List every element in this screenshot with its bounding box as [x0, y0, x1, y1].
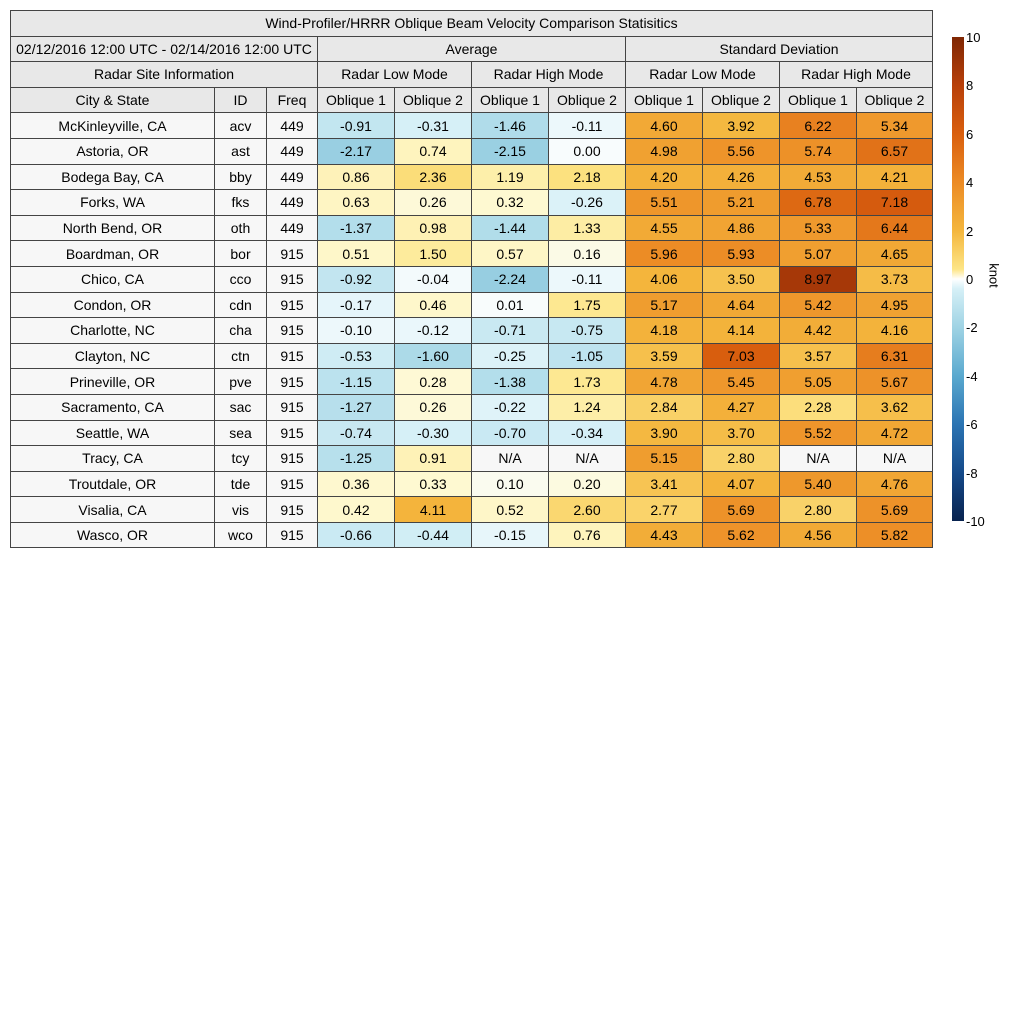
- value-cell: 3.62: [857, 394, 933, 420]
- value-cell: 5.62: [703, 522, 780, 548]
- value-cell: -0.53: [318, 343, 395, 369]
- value-cell: 5.96: [626, 241, 703, 267]
- value-cell: 3.59: [626, 343, 703, 369]
- freq-cell: 915: [267, 497, 318, 523]
- freq-cell: 915: [267, 446, 318, 472]
- value-cell: 5.56: [703, 138, 780, 164]
- value-cell: 0.52: [472, 497, 549, 523]
- value-cell: 5.42: [780, 292, 857, 318]
- column-header: Oblique 1: [626, 87, 703, 113]
- value-cell: -2.17: [318, 138, 395, 164]
- value-cell: 6.22: [780, 113, 857, 139]
- site-id-cell: cdn: [215, 292, 267, 318]
- site-id-cell: bby: [215, 164, 267, 190]
- value-cell: 2.80: [780, 497, 857, 523]
- value-cell: 4.14: [703, 318, 780, 344]
- city-cell: Tracy, CA: [11, 446, 215, 472]
- site-info-header: Radar Site Information: [11, 62, 318, 88]
- value-cell: -1.27: [318, 394, 395, 420]
- column-header: Freq: [267, 87, 318, 113]
- value-cell: 5.69: [703, 497, 780, 523]
- average-header: Average: [318, 36, 626, 62]
- colorbar-tick-label: 0: [966, 272, 974, 287]
- table-row: [11, 497, 933, 523]
- value-cell: 4.26: [703, 164, 780, 190]
- colorbar-tick-label: -4: [966, 368, 978, 384]
- colorbar-tick-label: -6: [966, 417, 978, 433]
- value-cell: 5.05: [780, 369, 857, 395]
- value-cell: -1.05: [549, 343, 626, 369]
- value-cell: 4.53: [780, 164, 857, 190]
- city-cell: McKinleyville, CA: [11, 113, 215, 139]
- site-id-cell: sac: [215, 394, 267, 420]
- table-row: [11, 343, 933, 369]
- value-cell: 5.40: [780, 471, 857, 497]
- stats-table-container: [10, 10, 933, 548]
- value-cell: 5.82: [857, 522, 933, 548]
- table-row: [11, 113, 933, 139]
- table-row: [11, 471, 933, 497]
- city-cell: North Bend, OR: [11, 215, 215, 241]
- value-cell: N/A: [857, 446, 933, 472]
- city-cell: Astoria, OR: [11, 138, 215, 164]
- city-cell: Forks, WA: [11, 190, 215, 216]
- table-row: [11, 394, 933, 420]
- table-body: [11, 113, 933, 548]
- city-cell: Chico, CA: [11, 266, 215, 292]
- city-cell: Boardman, OR: [11, 241, 215, 267]
- value-cell: 5.17: [626, 292, 703, 318]
- value-cell: 6.57: [857, 138, 933, 164]
- colorbar-tick-label: 10: [966, 30, 981, 45]
- value-cell: 4.11: [395, 497, 472, 523]
- value-cell: N/A: [549, 446, 626, 472]
- table-row: [11, 522, 933, 548]
- value-cell: 0.76: [549, 522, 626, 548]
- avg-high-mode-header: Radar High Mode: [472, 62, 626, 88]
- value-cell: -0.71: [472, 318, 549, 344]
- value-cell: -0.04: [395, 266, 472, 292]
- value-cell: -0.74: [318, 420, 395, 446]
- column-header-row: [11, 87, 933, 113]
- table-row: [11, 215, 933, 241]
- value-cell: 4.86: [703, 215, 780, 241]
- std-low-mode-header: Radar Low Mode: [626, 62, 780, 88]
- value-cell: -0.11: [549, 266, 626, 292]
- value-cell: 0.86: [318, 164, 395, 190]
- site-id-cell: pve: [215, 369, 267, 395]
- value-cell: 4.64: [703, 292, 780, 318]
- table-row: [11, 266, 933, 292]
- value-cell: 5.51: [626, 190, 703, 216]
- value-cell: N/A: [780, 446, 857, 472]
- colorbar-tick-label: 2: [966, 223, 974, 239]
- value-cell: 0.74: [395, 138, 472, 164]
- colorbar-tick-label: -10: [966, 514, 985, 529]
- value-cell: 4.27: [703, 394, 780, 420]
- value-cell: -2.24: [472, 266, 549, 292]
- value-cell: 5.69: [857, 497, 933, 523]
- freq-cell: 915: [267, 318, 318, 344]
- site-id-cell: cha: [215, 318, 267, 344]
- table-title: Wind-Profiler/HRRR Oblique Beam Velocity Comparison Statisitics: [11, 11, 933, 37]
- column-header: Oblique 2: [395, 87, 472, 113]
- value-cell: 3.41: [626, 471, 703, 497]
- value-cell: 4.07: [703, 471, 780, 497]
- value-cell: -0.31: [395, 113, 472, 139]
- table-row: [11, 190, 933, 216]
- value-cell: 4.98: [626, 138, 703, 164]
- freq-cell: 915: [267, 343, 318, 369]
- value-cell: 8.97: [780, 266, 857, 292]
- value-cell: 3.57: [780, 343, 857, 369]
- colorbar: [952, 37, 964, 521]
- city-cell: Sacramento, CA: [11, 394, 215, 420]
- colorbar-unit-label: knot: [986, 263, 1002, 288]
- value-cell: 2.77: [626, 497, 703, 523]
- value-cell: 3.90: [626, 420, 703, 446]
- value-cell: 2.80: [703, 446, 780, 472]
- value-cell: -1.44: [472, 215, 549, 241]
- value-cell: -1.38: [472, 369, 549, 395]
- value-cell: 1.75: [549, 292, 626, 318]
- value-cell: -2.15: [472, 138, 549, 164]
- value-cell: -0.44: [395, 522, 472, 548]
- value-cell: 1.24: [549, 394, 626, 420]
- value-cell: -0.22: [472, 394, 549, 420]
- value-cell: 2.36: [395, 164, 472, 190]
- city-cell: Clayton, NC: [11, 343, 215, 369]
- value-cell: -0.91: [318, 113, 395, 139]
- value-cell: 3.70: [703, 420, 780, 446]
- value-cell: 5.34: [857, 113, 933, 139]
- freq-cell: 449: [267, 138, 318, 164]
- value-cell: 5.45: [703, 369, 780, 395]
- column-header: ID: [215, 87, 267, 113]
- freq-cell: 915: [267, 266, 318, 292]
- colorbar-tick-label: 6: [966, 126, 974, 142]
- period-header: 02/12/2016 12:00 UTC - 02/14/2016 12:00 UTC: [11, 36, 318, 62]
- value-cell: -0.11: [549, 113, 626, 139]
- value-cell: 4.78: [626, 369, 703, 395]
- table-row: [11, 292, 933, 318]
- value-cell: -0.12: [395, 318, 472, 344]
- value-cell: 5.74: [780, 138, 857, 164]
- value-cell: -1.60: [395, 343, 472, 369]
- value-cell: -1.25: [318, 446, 395, 472]
- stats-table: [10, 10, 933, 548]
- value-cell: 0.63: [318, 190, 395, 216]
- value-cell: -0.17: [318, 292, 395, 318]
- value-cell: 0.01: [472, 292, 549, 318]
- value-cell: 2.60: [549, 497, 626, 523]
- colorbar-tick-label: 4: [966, 175, 974, 191]
- city-cell: Charlotte, NC: [11, 318, 215, 344]
- value-cell: 6.31: [857, 343, 933, 369]
- value-cell: 7.03: [703, 343, 780, 369]
- site-id-cell: ast: [215, 138, 267, 164]
- value-cell: 2.18: [549, 164, 626, 190]
- value-cell: 0.36: [318, 471, 395, 497]
- table-row: [11, 318, 933, 344]
- city-cell: Bodega Bay, CA: [11, 164, 215, 190]
- value-cell: 3.73: [857, 266, 933, 292]
- site-id-cell: sea: [215, 420, 267, 446]
- value-cell: 0.00: [549, 138, 626, 164]
- city-cell: Visalia, CA: [11, 497, 215, 523]
- value-cell: 1.19: [472, 164, 549, 190]
- freq-cell: 449: [267, 113, 318, 139]
- freq-cell: 915: [267, 471, 318, 497]
- city-cell: Wasco, OR: [11, 522, 215, 548]
- value-cell: 2.84: [626, 394, 703, 420]
- column-header: Oblique 1: [318, 87, 395, 113]
- std-dev-header: Standard Deviation: [626, 36, 933, 62]
- value-cell: 0.26: [395, 394, 472, 420]
- value-cell: 0.16: [549, 241, 626, 267]
- value-cell: -0.75: [549, 318, 626, 344]
- column-header: Oblique 1: [472, 87, 549, 113]
- value-cell: 1.50: [395, 241, 472, 267]
- table-row: [11, 446, 933, 472]
- value-cell: 0.46: [395, 292, 472, 318]
- std-high-mode-header: Radar High Mode: [780, 62, 933, 88]
- value-cell: 4.55: [626, 215, 703, 241]
- value-cell: 0.91: [395, 446, 472, 472]
- column-header: Oblique 2: [703, 87, 780, 113]
- table-row: [11, 420, 933, 446]
- column-header: Oblique 1: [780, 87, 857, 113]
- value-cell: 4.60: [626, 113, 703, 139]
- value-cell: 4.06: [626, 266, 703, 292]
- value-cell: N/A: [472, 446, 549, 472]
- value-cell: 5.67: [857, 369, 933, 395]
- colorbar-tick-label: -2: [966, 320, 978, 336]
- value-cell: 7.18: [857, 190, 933, 216]
- value-cell: -0.66: [318, 522, 395, 548]
- value-cell: 2.28: [780, 394, 857, 420]
- value-cell: 0.42: [318, 497, 395, 523]
- value-cell: 0.57: [472, 241, 549, 267]
- value-cell: 6.44: [857, 215, 933, 241]
- value-cell: 4.95: [857, 292, 933, 318]
- value-cell: -1.37: [318, 215, 395, 241]
- table-row: [11, 369, 933, 395]
- value-cell: -0.25: [472, 343, 549, 369]
- site-id-cell: tcy: [215, 446, 267, 472]
- value-cell: 4.21: [857, 164, 933, 190]
- value-cell: 4.20: [626, 164, 703, 190]
- table-row: [11, 164, 933, 190]
- city-cell: Prineville, OR: [11, 369, 215, 395]
- value-cell: -0.26: [549, 190, 626, 216]
- value-cell: -0.10: [318, 318, 395, 344]
- site-id-cell: vis: [215, 497, 267, 523]
- colorbar-tick-label: -8: [966, 465, 978, 481]
- site-id-cell: tde: [215, 471, 267, 497]
- value-cell: 5.21: [703, 190, 780, 216]
- value-cell: 0.98: [395, 215, 472, 241]
- value-cell: 0.51: [318, 241, 395, 267]
- freq-cell: 915: [267, 522, 318, 548]
- site-id-cell: wco: [215, 522, 267, 548]
- value-cell: 5.07: [780, 241, 857, 267]
- column-header: Oblique 2: [549, 87, 626, 113]
- value-cell: 0.33: [395, 471, 472, 497]
- value-cell: 0.32: [472, 190, 549, 216]
- freq-cell: 449: [267, 215, 318, 241]
- city-cell: Condon, OR: [11, 292, 215, 318]
- site-id-cell: fks: [215, 190, 267, 216]
- freq-cell: 915: [267, 394, 318, 420]
- value-cell: 4.76: [857, 471, 933, 497]
- value-cell: 4.18: [626, 318, 703, 344]
- site-id-cell: ctn: [215, 343, 267, 369]
- value-cell: 5.33: [780, 215, 857, 241]
- avg-low-mode-header: Radar Low Mode: [318, 62, 472, 88]
- value-cell: 6.78: [780, 190, 857, 216]
- city-cell: Troutdale, OR: [11, 471, 215, 497]
- value-cell: 1.33: [549, 215, 626, 241]
- value-cell: -0.15: [472, 522, 549, 548]
- site-id-cell: bor: [215, 241, 267, 267]
- value-cell: 4.43: [626, 522, 703, 548]
- value-cell: 0.20: [549, 471, 626, 497]
- value-cell: 4.42: [780, 318, 857, 344]
- colorbar-tick-label: 8: [966, 78, 974, 94]
- freq-cell: 449: [267, 190, 318, 216]
- city-cell: Seattle, WA: [11, 420, 215, 446]
- site-id-cell: oth: [215, 215, 267, 241]
- freq-cell: 915: [267, 420, 318, 446]
- value-cell: 4.72: [857, 420, 933, 446]
- value-cell: -0.34: [549, 420, 626, 446]
- value-cell: 5.15: [626, 446, 703, 472]
- site-id-cell: acv: [215, 113, 267, 139]
- value-cell: -1.15: [318, 369, 395, 395]
- value-cell: 4.56: [780, 522, 857, 548]
- column-header: City & State: [11, 87, 215, 113]
- freq-cell: 449: [267, 164, 318, 190]
- freq-cell: 915: [267, 241, 318, 267]
- table-row: [11, 138, 933, 164]
- freq-cell: 915: [267, 369, 318, 395]
- value-cell: -0.92: [318, 266, 395, 292]
- value-cell: -0.30: [395, 420, 472, 446]
- value-cell: 1.73: [549, 369, 626, 395]
- column-header: Oblique 2: [857, 87, 933, 113]
- value-cell: 4.65: [857, 241, 933, 267]
- value-cell: -0.70: [472, 420, 549, 446]
- value-cell: 5.93: [703, 241, 780, 267]
- table-row: [11, 241, 933, 267]
- value-cell: 3.50: [703, 266, 780, 292]
- site-id-cell: cco: [215, 266, 267, 292]
- value-cell: -1.46: [472, 113, 549, 139]
- value-cell: 0.26: [395, 190, 472, 216]
- value-cell: 0.10: [472, 471, 549, 497]
- value-cell: 5.52: [780, 420, 857, 446]
- value-cell: 3.92: [703, 113, 780, 139]
- value-cell: 0.28: [395, 369, 472, 395]
- value-cell: 4.16: [857, 318, 933, 344]
- freq-cell: 915: [267, 292, 318, 318]
